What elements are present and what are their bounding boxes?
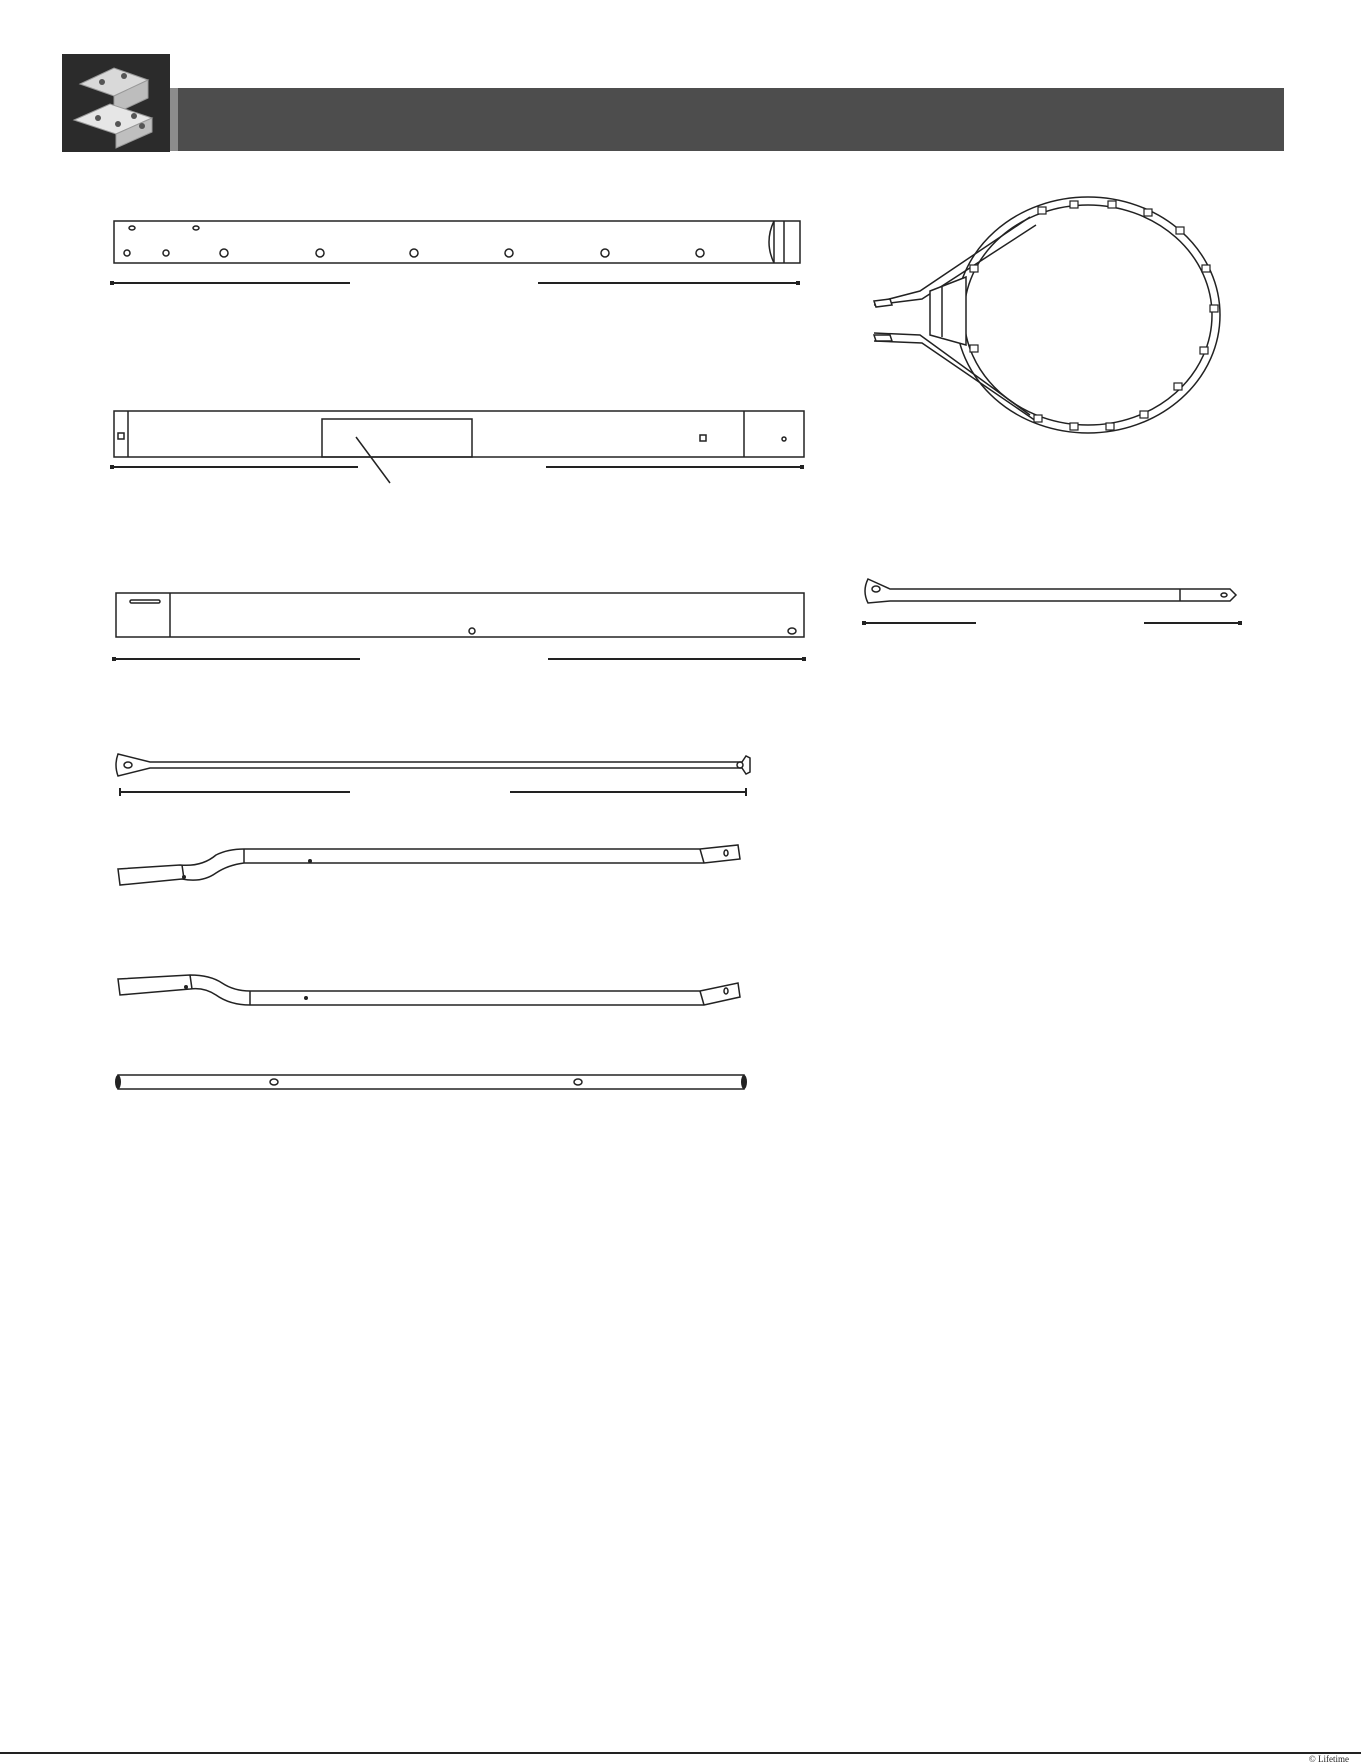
straight-tube-two-holes: [110, 1070, 760, 1100]
header-bar: [170, 88, 1284, 151]
rim-assembly: [870, 195, 1230, 455]
channel-with-label-window: [110, 405, 810, 495]
bent-tube-upper: [110, 845, 760, 895]
footer-rule: [0, 1752, 1361, 1754]
footer-text: © Lifetime: [1308, 1754, 1349, 1764]
bracket-hardware-icon: [62, 54, 170, 152]
channel-end-cap: [110, 585, 810, 665]
bent-tube-lower: [110, 965, 760, 1015]
straight-brace-flat-ends: [110, 750, 760, 800]
short-brace-flat-ends: [860, 575, 1250, 635]
header-icon-box: [62, 54, 170, 152]
long-channel-holes: [110, 215, 810, 290]
